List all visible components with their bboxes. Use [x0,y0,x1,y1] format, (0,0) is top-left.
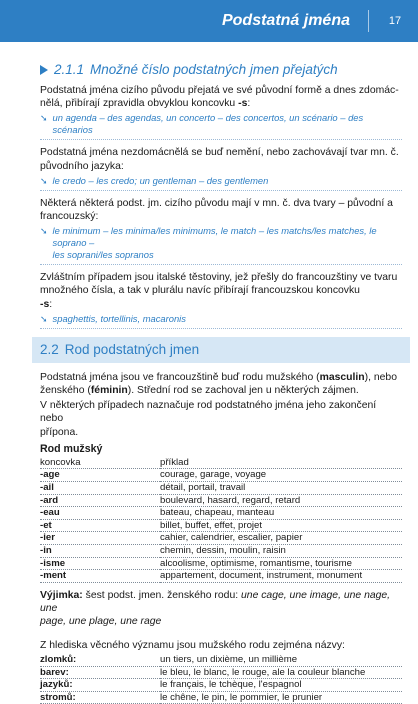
triangle-bullet-icon [40,65,48,75]
paragraph-4: Zvláštním případem jsou italské těstoviny, jež přešly do francouzštiny ve tvaru množného čísla, a tak v plurálu navíc přibírají francouzskou koncovku -s: [40,272,398,310]
table-row: barev: le bleu, le blanc, le rouge, ale la couleur blanche [40,666,402,679]
paragraph-2: Podstatná jména nezdomácnělá se buď nemění, nebo zachovávají tvar mn. č. původního jazyka: [40,147,399,172]
table-row: -ard boulevard, hasard, regard, retard [40,494,402,507]
chapter-title: Podstatná jména [221,12,350,29]
subsection-number: 2.1.1 [54,62,85,77]
table-row: stromů: le chêne, le pin, le pommier, le prunier [40,691,402,704]
suffix-table [40,457,402,583]
table-row: jazyků: le français, le tchèque, l'espagnol [40,679,402,692]
page-number: 17 [388,15,402,27]
header-divider [368,10,369,32]
paragraph-5: Podstatná jména jsou ve francouzštině buď rodu mužského (masculin), nebo ženského (féminin). Střední rod se zachoval jen u některých zájmen. [40,371,397,397]
table-row: -in chemin, dessin, moulin, raisin [40,545,402,558]
section-title: Rod podstatných jmen [64,342,200,358]
arrow-icon: ➘ [40,113,48,124]
arrow-icon: ➘ [40,226,48,237]
table-row: -et billet, buffet, effet, projet [40,519,402,532]
example-1: ➘ un agenda – des agendas, un concerto – des concertos, un scénario – des scénarios [40,112,402,140]
arrow-icon: ➘ [40,175,48,186]
meaning-table [40,654,402,704]
section-number: 2.2 [40,342,59,358]
page-header [0,0,418,42]
paragraph-1: Podstatná jména cizího původu přejatá ve své původní formě a dnes zdomác- nělá, přibírají zpravidla obvyklou koncovku -s: [40,85,399,110]
subsection-heading [40,62,402,78]
paragraph-7: Z hlediska věcného významu jsou mužského rodu zejména názvy: [40,639,345,651]
table-header-row: koncovka příklad [40,457,402,469]
example-3: ➘ le minimum – les minima/les minimums, le match – les matchs/les matches, le soprano – les soprani/les sopranos [40,225,402,265]
subsection-title: Množné číslo podstatných jmen přejatých [90,62,338,77]
table-row: -ment appartement, document, instrument, monument [40,570,402,583]
table-row: -ail détail, portail, travail [40,482,402,495]
table-row: -age courage, garage, voyage [40,469,402,482]
paragraph-3: Některá některá podst. jm. cizího původu mají v mn. č. dva tvary – původní a francouzský: [40,197,393,223]
arrow-icon: ➘ [40,313,48,324]
table-row: -eau bateau, chapeau, manteau [40,507,402,520]
table-row: -ier cahier, calendrier, escalier, papier [40,532,402,545]
exception-note: Výjimka: šest podst. jmen. ženského rodu: une cage, une image, une nage, une page, une plage, une rage [40,589,391,628]
table-row: zlomků: un tiers, un dixième, un millième [40,654,402,666]
paragraph-6: V některých případech naznačuje rod podstatného jména jeho zakončení nebo přípona. [40,400,377,438]
page-content [40,62,402,704]
section-heading [32,337,410,363]
masculine-heading: Rod mužský [40,442,103,455]
table-row: -isme alcoolisme, optimisme, romantisme, tourisme [40,557,402,570]
example-2: ➘ le credo – les credo; un gentleman – des gentlemen [40,175,402,191]
example-4: ➘ spaghettis, tortellinis, macaronis [40,313,402,329]
